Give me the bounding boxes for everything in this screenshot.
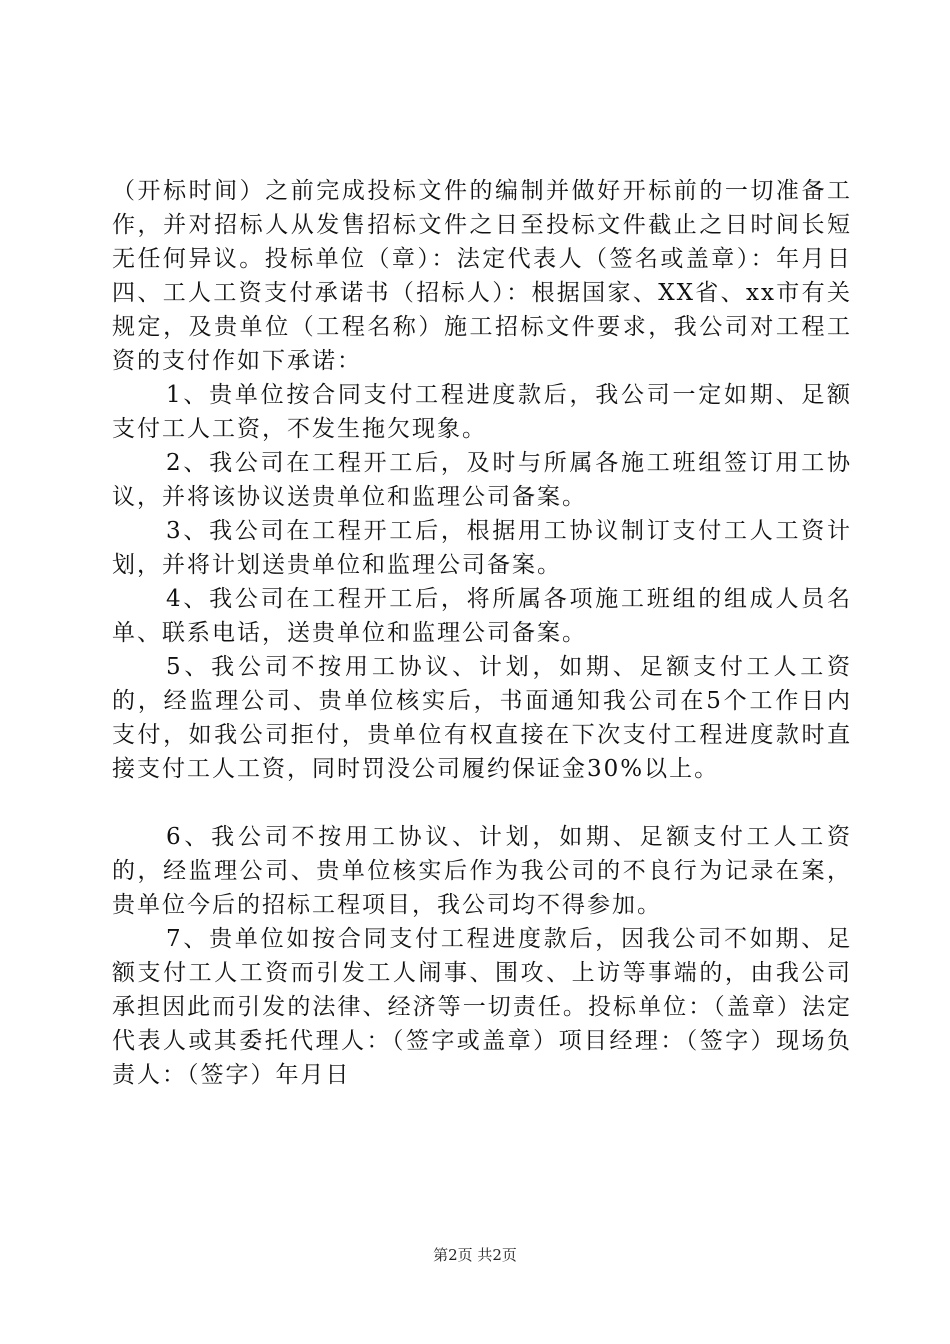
paragraph-item-4: 4、我公司在工程开工后，将所属各项施工班组的组成人员名单、联系电话，送贵单位和监理公司备案。 bbox=[112, 586, 852, 646]
paragraph-item-1: 1、贵单位按合同支付工程进度款后，我公司一定如期、足额支付工人工资，不发生拖欠现象。 bbox=[112, 382, 852, 442]
paragraph-item-2: 2、我公司在工程开工后，及时与所属各施工班组签订用工协议，并将该协议送贵单位和监理公司备案。 bbox=[112, 450, 852, 510]
paragraph-gap bbox=[112, 786, 852, 820]
paragraph-item-7: 7、贵单位如按合同支付工程进度款后，因我公司不如期、足额支付工人工资而引发工人闹事、围攻、上访等事端的，由我公司承担因此而引发的法律、经济等一切责任。投标单位：（盖章）法定代表人或其委托代理人：（签字或盖章）项目经理：（签字）现场负责人：（签字）年月日 bbox=[112, 926, 852, 1088]
paragraph-item-5: 5、我公司不按用工协议、计划，如期、足额支付工人工资的，经监理公司、贵单位核实后，书面通知我公司在5个工作日内支付，如我公司拒付，贵单位有权直接在下次支付工程进度款时直接支付工人工资，同时罚没公司履约保证金30%以上。 bbox=[112, 654, 852, 782]
paragraph-item-3: 3、我公司在工程开工后，根据用工协议制订支付工人工资计划，并将计划送贵单位和监理公司备案。 bbox=[112, 518, 852, 578]
page-footer: 第2页 共2页 bbox=[433, 1246, 517, 1264]
paragraph-item-6: 6、我公司不按用工协议、计划，如期、足额支付工人工资的，经监理公司、贵单位核实后作为我公司的不良行为记录在案，贵单位今后的招标工程项目，我公司均不得参加。 bbox=[112, 824, 852, 918]
document-body bbox=[112, 174, 852, 1092]
paragraph-intro: （开标时间）之前完成投标文件的编制并做好开标前的一切准备工作，并对招标人从发售招标文件之日至投标文件截止之日时间长短无任何异议。投标单位（章）：法定代表人（签名或盖章）：年月日四、工人工资支付承诺书（招标人）：根据国家、XX省、xx市有关规定，及贵单位（工程名称）施工招标文件要求，我公司对工程工资的支付作如下承诺： bbox=[112, 178, 852, 374]
